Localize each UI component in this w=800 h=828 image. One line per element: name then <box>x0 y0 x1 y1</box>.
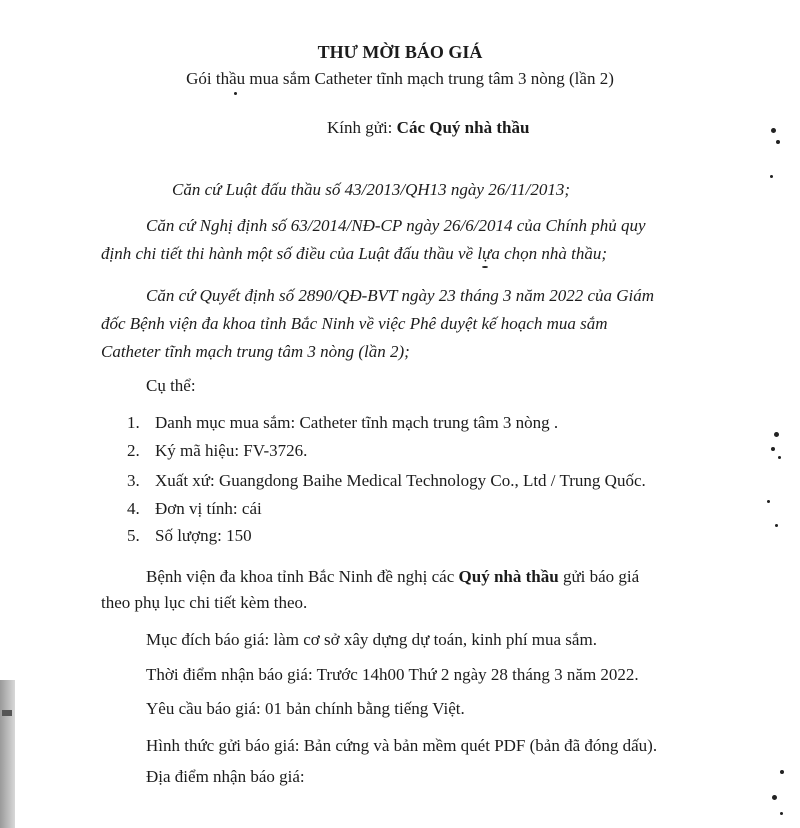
scan-speck <box>482 266 488 268</box>
deadline-line: Thời điểm nhận báo giá: Trước 14h00 Thứ 2 ngày 28 tháng 3 năm 2022. <box>146 665 639 684</box>
greeting-recipient: Các Quý nhà thầu <box>396 118 530 137</box>
purpose-line: Mục đích báo giá: làm cơ sở xây dựng dự toán, kinh phí mua sắm. <box>146 630 597 649</box>
list-item-text: Đơn vị tính: cái <box>155 499 262 518</box>
list-item-text: Ký mã hiệu: FV-3726. <box>155 441 308 460</box>
legal-basis-3-line-2: đốc Bệnh viện đa khoa tỉnh Bắc Ninh về việc Phê duyệt kế hoạch mua sắm <box>101 314 608 333</box>
list-item-number: 3. <box>127 471 140 490</box>
scan-speck <box>234 92 237 95</box>
submission-form-line: Hình thức gửi báo giá: Bản cứng và bản mềm quét PDF (bản đã đóng dấu). <box>146 736 658 755</box>
request-line-2: theo phụ lục chi tiết kèm theo. <box>101 593 308 612</box>
request-line-1 <box>146 566 639 588</box>
scan-speck <box>780 770 784 774</box>
requirement-line: Yêu cầu báo giá: 01 bản chính bằng tiếng Việt. <box>146 699 465 718</box>
request-recipient: Quý nhà thầu <box>458 567 559 586</box>
details-intro: Cụ thể: <box>146 376 196 395</box>
scan-speck <box>776 140 780 144</box>
list-item-text: Danh mục mua sắm: Catheter tĩnh mạch trung tâm 3 nòng . <box>155 413 559 432</box>
legal-basis-2-line-1: Căn cứ Nghị định số 63/2014/NĐ-CP ngày 26/6/2014 của Chính phủ quy <box>146 216 646 235</box>
list-item-number: 2. <box>127 441 140 460</box>
list-item-number: 4. <box>127 499 140 518</box>
scan-speck <box>780 812 783 815</box>
greeting-prefix: Kính gửi: <box>327 118 397 137</box>
scan-speck <box>774 432 779 437</box>
legal-basis-3-line-1: Căn cứ Quyết định số 2890/QĐ-BVT ngày 23 tháng 3 năm 2022 của Giám <box>146 286 655 305</box>
location-line: Địa điểm nhận báo giá: <box>146 767 305 786</box>
greeting <box>327 117 529 139</box>
list-item-text: Số lượng: 150 <box>155 526 252 545</box>
scan-speck <box>767 500 770 503</box>
scan-edge-artifact <box>0 680 15 828</box>
scan-speck <box>772 795 777 800</box>
document-title: THƯ MỜI BÁO GIÁ <box>317 42 483 62</box>
list-item-text: Xuất xứ: Guangdong Baihe Medical Technology Co., Ltd / Trung Quốc. <box>155 471 646 490</box>
list-item-number: 1. <box>127 413 140 432</box>
scan-speck <box>778 456 781 459</box>
request-text-end: gửi báo giá <box>558 567 640 586</box>
scan-speck <box>771 447 775 451</box>
list-item-number: 5. <box>127 526 140 545</box>
scan-speck <box>775 524 778 527</box>
document-subtitle: Gói thầu mua sắm Catheter tĩnh mạch trung tâm 3 nòng (lần 2) <box>186 69 614 88</box>
legal-basis-1: Căn cứ Luật đấu thầu số 43/2013/QH13 ngày 26/11/2013; <box>172 180 571 199</box>
scan-speck <box>771 128 776 133</box>
legal-basis-2-line-2: định chi tiết thi hành một số điều của Luật đấu thầu về lựa chọn nhà thầu; <box>101 244 607 263</box>
request-text: Bệnh viện đa khoa tỉnh Bắc Ninh đề nghị các <box>146 567 459 586</box>
scan-speck <box>770 175 773 178</box>
legal-basis-3-line-3: Catheter tĩnh mạch trung tâm 3 nòng (lần 2); <box>101 342 410 361</box>
